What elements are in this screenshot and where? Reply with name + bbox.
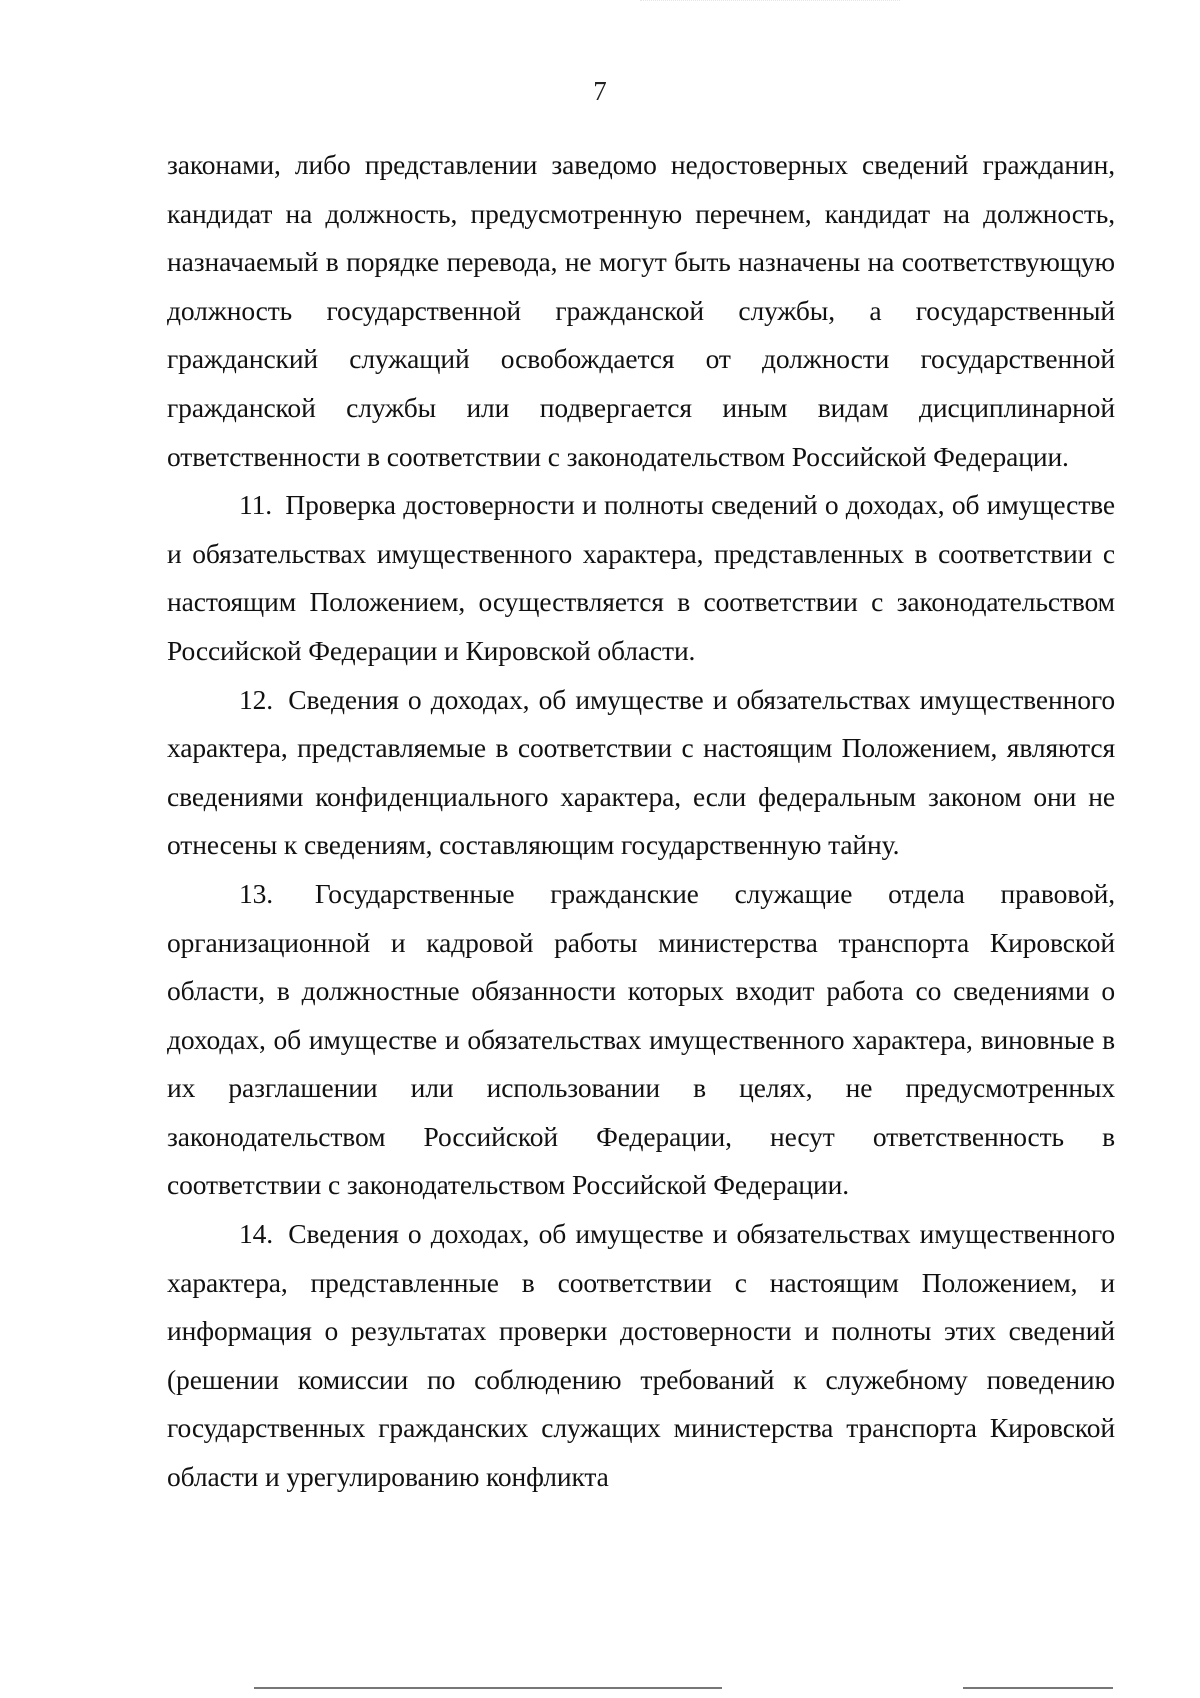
paragraph-text: Государственные гражданские служащие отдела правовой, организационной и кадровой работы министерства транспорта Кировской области, в должностные обязанности которых входит работа со сведениями о доходах, об имуществе и обязательствах имущественного характера, виновные в их разглашении или использовании в целях, не предусмотренных законодательством Российской Федерации, несут ответственность в соответствии с законодательством Российской Федерации. bbox=[167, 877, 1115, 1201]
paragraph-11 bbox=[167, 481, 1115, 675]
scan-artifact bbox=[640, 0, 900, 7]
bottom-rule-right bbox=[963, 1687, 1113, 1689]
page-number: 7 bbox=[593, 76, 607, 106]
paragraph-number: 12. bbox=[239, 683, 274, 715]
paragraph-text: Проверка достоверности и полноты сведений о доходах, об имуществе и обязательствах имущественного характера, представленных в соответствии с настоящим Положением, осуществляется в соответствии с законодательством Российской Федерации и Кировской области. bbox=[167, 489, 1115, 666]
document-body bbox=[167, 141, 1115, 1502]
paragraph-number: 11. bbox=[239, 489, 273, 521]
paragraph-number: 14. bbox=[239, 1218, 274, 1250]
paragraph-text: Сведения о доходах, об имуществе и обязательствах имущественного характера, представленные в соответствии с настоящим Положением, и информация о результатах проверки достоверности и полноты этих сведений (решении комиссии по соблюдению требований к служебному поведению государственных гражданских служащих министерства транспорта Кировской области и урегулированию конфликта bbox=[167, 1218, 1115, 1493]
bottom-rule-left bbox=[254, 1687, 722, 1689]
paragraph-continuation: законами, либо представлении заведомо недостоверных сведений гражданин, кандидат на должность, предусмотренную перечнем, кандидат на должность, назначаемый в порядке перевода, не могут быть назначены на соответствующую должность государственной гражданской службы, а государственный гражданский служащий освобождается от должности государственной гражданской службы или подвергается иным видам дисциплинарной ответственности в соответствии с законодательством Российской Федерации. bbox=[167, 149, 1115, 472]
paragraph-text: Сведения о доходах, об имуществе и обязательствах имущественного характера, представляемые в соответствии с настоящим Положением, являются сведениями конфиденциального характера, если федеральным законом они не отнесены к сведениям, составляющим государственную тайну. bbox=[167, 683, 1115, 861]
paragraph-12 bbox=[167, 676, 1115, 870]
paragraph-14 bbox=[167, 1210, 1115, 1502]
paragraph-number: 13. bbox=[239, 877, 274, 909]
paragraph-13 bbox=[167, 870, 1115, 1210]
